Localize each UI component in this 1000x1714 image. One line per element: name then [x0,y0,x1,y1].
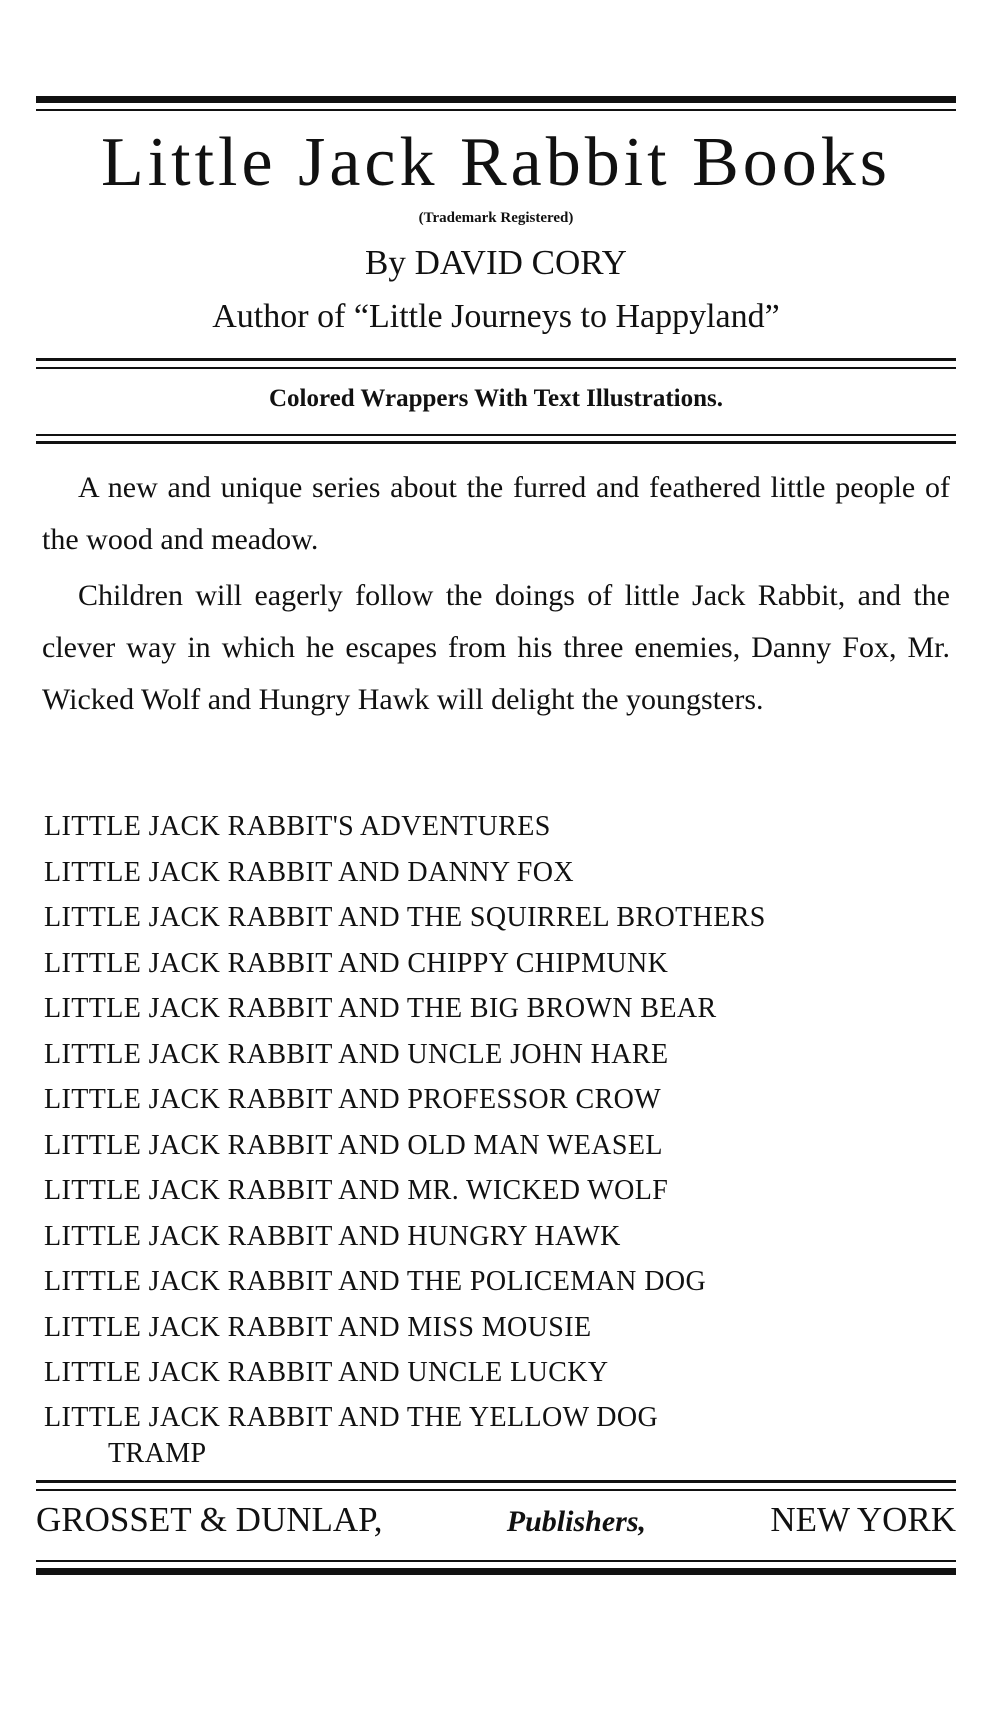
publisher-role: Publishers, [506,1505,647,1538]
book-title: LITTLE JACK RABBIT AND MISS MOUSIE [44,1311,592,1343]
subheading-top-rule-1 [36,358,956,361]
publisher-city: NEW YORK [770,1500,956,1539]
book-title: LITTLE JACK RABBIT AND UNCLE LUCKY [44,1357,609,1388]
top-thin-rule [36,109,956,111]
book-title: LITTLE JACK RABBIT AND UNCLE JOHN HARE [44,1038,669,1070]
top-thick-rule [36,96,956,103]
description-paragraph-2: Children will eagerly follow the doings of little Jack Rabbit, and the clever way in which he escapes from his three enemies, Danny Fox, Mr. Wicked Wolf and Hungry Hawk will delight the youngsters. [42,579,950,716]
publisher-name: GROSSET & DUNLAP, [36,1500,383,1539]
book-title: LITTLE JACK RABBIT AND HUNGRY HAWK [44,1220,621,1252]
trademark-note: (Trademark Registered) [418,210,574,226]
footer-top-rule-1 [36,1480,956,1483]
series-title: Little Jack Rabbit Books [100,124,892,201]
publisher-line [36,1500,956,1540]
book-title: LITTLE JACK RABBIT AND OLD MAN WEASEL [44,1129,663,1161]
subheading-bottom-rule-2 [36,441,956,444]
book-advertisement-page [36,0,956,1714]
description-paragraph-1: A new and unique series about the furred and feathered little people of the wood and meadow. [42,471,950,556]
book-title: LITTLE JACK RABBIT AND CHIPPY CHIPMUNK [44,947,669,979]
bottom-thick-rule [36,1568,956,1575]
book-title: LITTLE JACK RABBIT AND THE BIG BROWN BEAR [44,993,717,1024]
book-title: LITTLE JACK RABBIT AND DANNY FOX [44,856,575,888]
footer-top-rule-2 [36,1489,956,1491]
bottom-thin-rule [36,1560,956,1562]
book-title: LITTLE JACK RABBIT AND THE POLICEMAN DOG [44,1266,707,1297]
subheading-top-rule-2 [36,367,956,369]
author-byline: By DAVID CORY [365,243,627,282]
book-title-list [44,804,956,1472]
book-title: LITTLE JACK RABBIT AND PROFESSOR CROW [44,1084,662,1115]
book-title: LITTLE JACK RABBIT'S ADVENTURES [44,811,551,842]
author-credit: Author of “Little Journeys to Happyland” [212,298,780,335]
book-title: LITTLE JACK RABBIT AND MR. WICKED WOLF [44,1175,669,1206]
book-title: LITTLE JACK RABBIT AND THE YELLOW DOG TRAMP [44,1401,659,1469]
subheading-bottom-rule-1 [36,434,956,436]
book-title: LITTLE JACK RABBIT AND THE SQUIRREL BROTHERS [44,902,766,933]
format-subheading: Colored Wrappers With Text Illustrations. [268,385,724,412]
